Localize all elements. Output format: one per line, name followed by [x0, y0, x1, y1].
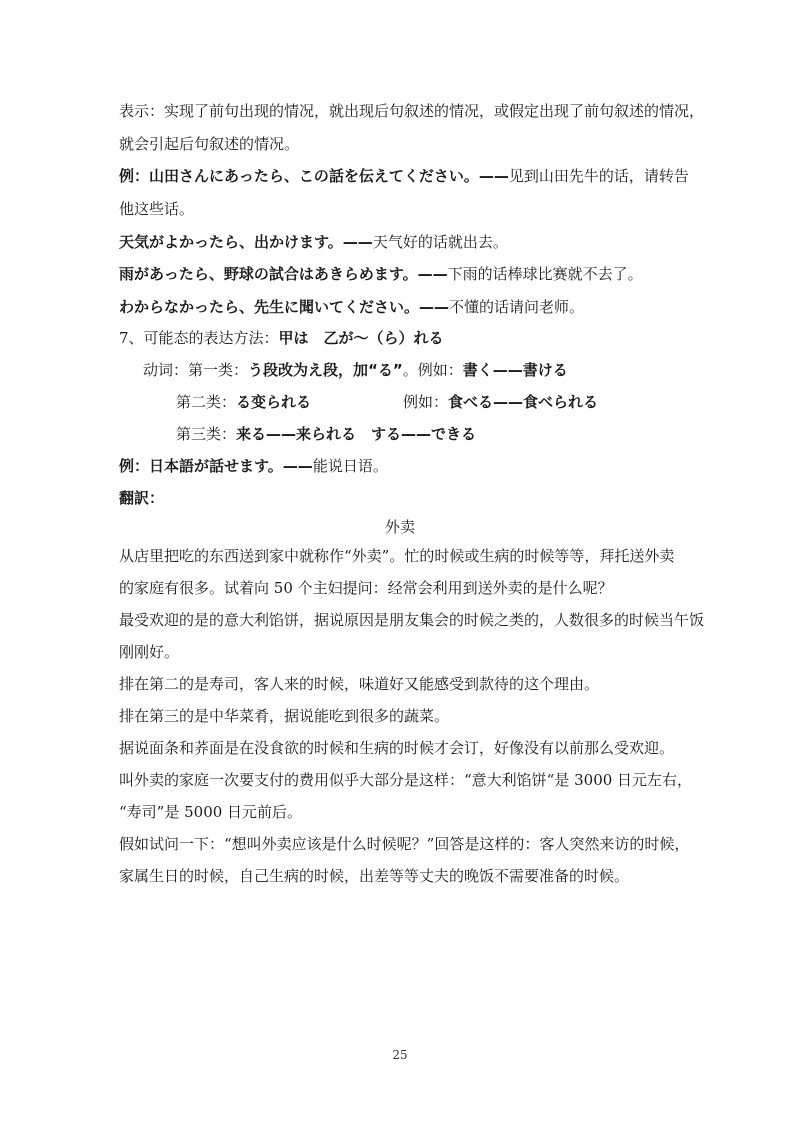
translation-p5: 据说面条和荞面是在没食欲的时候和生病的时候才会订，好像没有以前那么受欢迎。	[119, 739, 675, 757]
translation-p2: 最受欢迎的是的意大利馅饼，据说原因是朋友集会的时候之类的，人数很多的时候当午饭	[119, 611, 705, 629]
verb-category-2-rule: る变られる	[236, 393, 312, 411]
translation-p6: 叫外卖的家庭一次要支付的费用似乎大部分是这样：“意大利馅饼“是 3000 日元左右，	[119, 771, 693, 789]
section-7-heading	[119, 328, 689, 348]
potential-example	[119, 456, 689, 476]
translation-p7-cont: 家属生日的时候，自己生病的时候，出差等等丈夫的晚饭不需要准备的时候。	[119, 867, 630, 885]
page-number: 25	[392, 1048, 408, 1062]
example-4-japanese: わからなかったら、先生に聞いてください。——	[119, 298, 450, 316]
translation-p6-cont: “寿司”是 5000 日元前后。	[119, 803, 303, 821]
verb-category-1-label: 动词：第一类：	[143, 361, 249, 379]
verb-category-1-example-label: 。例如：	[402, 361, 463, 379]
verb-category-1-rule: う段改为え段，加“る”	[248, 361, 403, 379]
example-1-cont	[119, 199, 689, 219]
explanation-line-1	[119, 101, 705, 121]
verb-category-2-example-label: 例如：	[403, 393, 449, 411]
translation-p4: 排在第三的是中华菜肴，据说能吃到很多的蔬菜。	[119, 707, 450, 725]
example-1-chinese: 见到山田先牛的话，请转告	[508, 167, 689, 185]
translation-p3: 排在第二的是寿司，客人来的时候，味道好又能感受到款待的这个理由。	[119, 675, 600, 693]
verb-category-1	[143, 360, 713, 380]
translation-p2-cont: 刚刚好。	[119, 643, 180, 661]
verb-category-2-label: 第二类：	[176, 393, 237, 411]
potential-example-japanese: 例：日本語が話せます。——	[119, 457, 313, 475]
translation-p1: 从店里把吃的东西送到家中就称作“外卖”。忙的时候或生病的时候等等，拜托送外卖	[119, 547, 675, 565]
example-4	[119, 297, 689, 317]
example-1	[119, 166, 689, 186]
explanation-text: 表示：实现了前句出现的情况，就出现后句叙述的情况，或假定出现了前句叙述的情况，	[119, 102, 705, 120]
potential-example-chinese: 能说日语。	[312, 457, 388, 475]
example-2	[119, 232, 689, 252]
section-7-heading-japanese: 甲は 乙が～（ら）れる	[278, 329, 444, 347]
verb-category-3	[176, 424, 746, 444]
section-7-heading-chinese: 7、可能态的表达方法：	[119, 329, 279, 347]
explanation-line-2	[119, 134, 689, 154]
verb-category-3-rule: 来る——来られる する——できる	[236, 425, 477, 443]
translation-title: 外卖	[384, 518, 415, 536]
example-4-chinese: 不懂的话请问老师。	[449, 298, 585, 316]
example-3-chinese: 下雨的话棒球比赛就不去了。	[447, 265, 643, 283]
example-3	[119, 264, 689, 284]
example-1-japanese: 例：山田さんにあったら、この話を伝えてください。——	[119, 167, 509, 185]
translation-p1-cont: 的家庭有很多。试着向 50 个主妇提问：经常会利用到送外卖的是什么呢？	[119, 579, 613, 597]
verb-category-3-label: 第三类：	[176, 425, 237, 443]
example-1-chinese-cont: 他这些话。	[119, 200, 195, 218]
translation-p7: 假如试问一下：“想叫外卖应该是什么时候呢？”回答是这样的：客人突然来访的时候，	[119, 835, 690, 853]
verb-category-2-example: 食べる——食べられる	[448, 393, 599, 411]
translation-label: 翻訳：	[119, 489, 165, 507]
verb-category-2	[176, 392, 746, 412]
explanation-text-cont: 就会引起后句叙述的情况。	[119, 135, 300, 153]
example-3-japanese: 雨があったら、野球の試合はあきらめます。——	[119, 265, 448, 283]
example-2-chinese: 天气好的话就出去。	[372, 233, 508, 251]
verb-category-1-example: 書く——書ける	[462, 361, 568, 379]
example-2-japanese: 天気がよかったら、出かけます。——	[119, 233, 373, 251]
